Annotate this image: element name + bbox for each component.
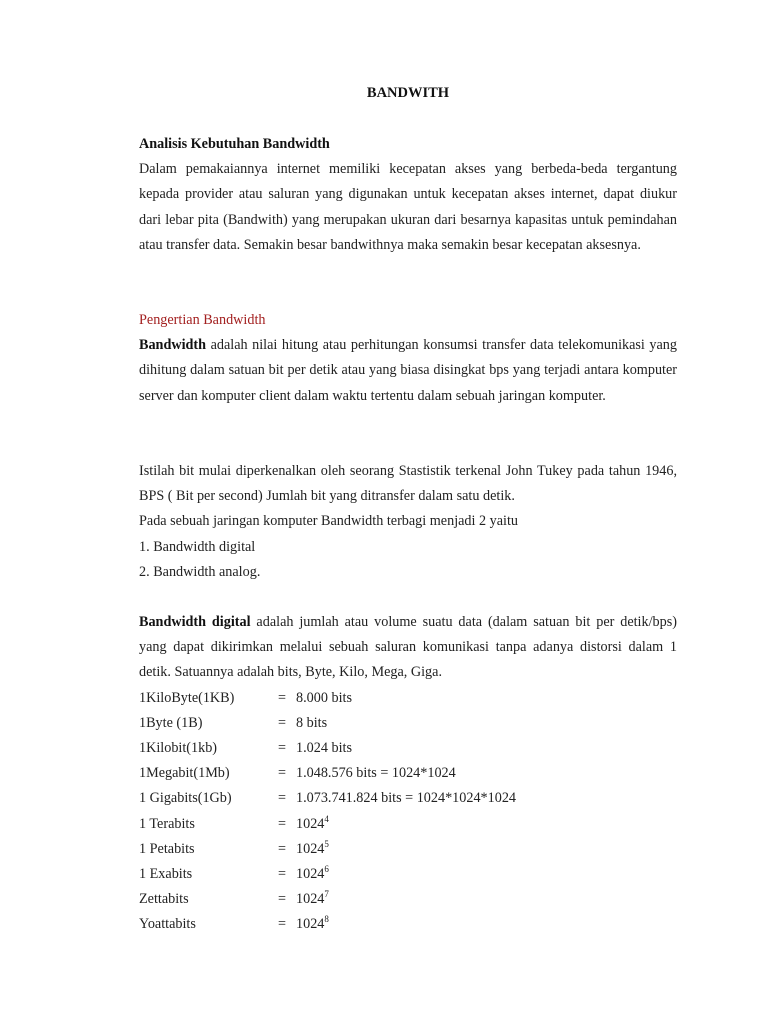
unit-name: 1 Exabits xyxy=(139,865,193,882)
unit-row xyxy=(139,887,677,912)
unit-value xyxy=(296,837,677,862)
list-item: 2. Bandwidth analog. xyxy=(139,563,261,580)
paragraph-text: adalah nilai hitung atau perhitungan konsumsi transfer data telekomunikasi yang dihitung dalam satuan bit per detik atau yang biasa disingkat bps yang terjadi antara komputer server dan komputer client dalam waktu tertentu dalam sebuah jaringan komputer. xyxy=(139,337,677,404)
unit-equals: = xyxy=(278,739,287,756)
unit-name: Yoattabits xyxy=(139,916,196,933)
unit-name: 1 Gigabits(1Gb) xyxy=(139,790,232,807)
section-paragraph: Dalam pemakaiannya internet memiliki kecepatan akses yang berbeda-beda tergantung kepada provider atau saluran yang digunakan untuk kecepatan akses internet, dapat diukur dari lebar pita (Bandwith) yang merupakan ukuran dari besarnya kapasitas untuk pemindahan atau transfer data. Semakin besar bandwithnya maka semakin besar kecepatan aksesnya. xyxy=(139,161,677,253)
unit-value xyxy=(296,862,677,887)
exponent: 4 xyxy=(324,813,329,824)
unit-row xyxy=(139,912,677,937)
section-paragraph: Istilah bit mulai diperkenalkan oleh seorang Stastistik terkenal John Tukey pada tahun 1946, BPS ( Bit per second) Jumlah bit yang ditransfer dalam satu detik. xyxy=(139,463,677,505)
unit-value-text: 8.000 bits xyxy=(296,689,352,706)
unit-row xyxy=(139,786,677,811)
unit-equals: = xyxy=(278,765,287,782)
unit-value-text: 1.024 bits xyxy=(296,739,352,756)
unit-equals: = xyxy=(278,891,287,908)
section-heading-red: Pengertian Bandwidth xyxy=(139,312,266,328)
unit-value-text: 1024 xyxy=(296,865,325,882)
section-paragraph xyxy=(139,610,677,686)
exponent: 5 xyxy=(324,838,329,849)
unit-value xyxy=(296,736,677,761)
unit-value-text: 1.073.741.824 bits = 1024*1024*1024 xyxy=(296,790,517,807)
unit-row xyxy=(139,837,677,862)
unit-value-text: 1024 xyxy=(296,916,325,933)
unit-name: 1 Petabits xyxy=(139,840,195,857)
section-analisis xyxy=(139,132,677,258)
unit-value xyxy=(296,786,677,811)
unit-name: 1Byte (1B) xyxy=(139,714,203,731)
unit-value xyxy=(296,912,677,937)
list-item: 1. Bandwidth digital xyxy=(139,538,256,555)
paragraph-text: adalah jumlah atau volume suatu data (dalam satuan bit per detik/bps) yang dapat dikirimkan melalui sebuah saluran komunikasi tanpa adanya distorsi dalam 1 detik. Satuannya adalah bits, Byte, Kilo, Mega, Giga. xyxy=(139,614,677,681)
unit-equals: = xyxy=(278,689,287,706)
unit-equals: = xyxy=(278,714,287,731)
list-intro: Pada sebuah jaringan komputer Bandwidth terbagi menjadi 2 yaitu xyxy=(139,513,519,530)
unit-name: 1KiloByte(1KB) xyxy=(139,689,235,706)
bold-term: Bandwidth xyxy=(139,337,207,354)
unit-equals: = xyxy=(278,790,287,807)
exponent: 6 xyxy=(324,863,329,874)
unit-equals: = xyxy=(278,840,287,857)
section-paragraph xyxy=(139,333,677,409)
exponent: 7 xyxy=(324,889,329,900)
unit-name: 1Kilobit(1kb) xyxy=(139,739,218,756)
unit-value xyxy=(296,887,677,912)
unit-value-text: 1024 xyxy=(296,891,325,908)
unit-value-text: 1024 xyxy=(296,815,325,832)
document-title: BANDWITH xyxy=(366,85,450,101)
unit-row xyxy=(139,812,677,837)
unit-equals: = xyxy=(278,865,287,882)
unit-value xyxy=(296,761,677,786)
unit-equals: = xyxy=(278,916,287,933)
unit-equals: = xyxy=(278,815,287,832)
unit-value-text: 1024 xyxy=(296,840,325,857)
unit-value xyxy=(296,686,677,711)
exponent: 8 xyxy=(324,914,329,925)
unit-value xyxy=(296,711,677,736)
unit-value-text: 1.048.576 bits = 1024*1024 xyxy=(296,765,456,782)
unit-row xyxy=(139,686,677,711)
units-table xyxy=(139,686,677,938)
unit-row xyxy=(139,711,677,736)
unit-value xyxy=(296,812,677,837)
section-bandwidth-digital xyxy=(139,610,677,937)
unit-name: Zettabits xyxy=(139,891,189,908)
unit-name: 1Megabit(1Mb) xyxy=(139,765,230,782)
unit-name: 1 Terabits xyxy=(139,815,195,832)
unit-row xyxy=(139,761,677,786)
bold-term: Bandwidth digital xyxy=(139,614,251,630)
unit-row xyxy=(139,736,677,761)
section-heading: Analisis Kebutuhan Bandwidth xyxy=(139,136,330,152)
unit-row xyxy=(139,862,677,887)
section-istilah xyxy=(139,459,677,585)
section-pengertian xyxy=(139,308,677,409)
unit-value-text: 8 bits xyxy=(296,714,328,731)
